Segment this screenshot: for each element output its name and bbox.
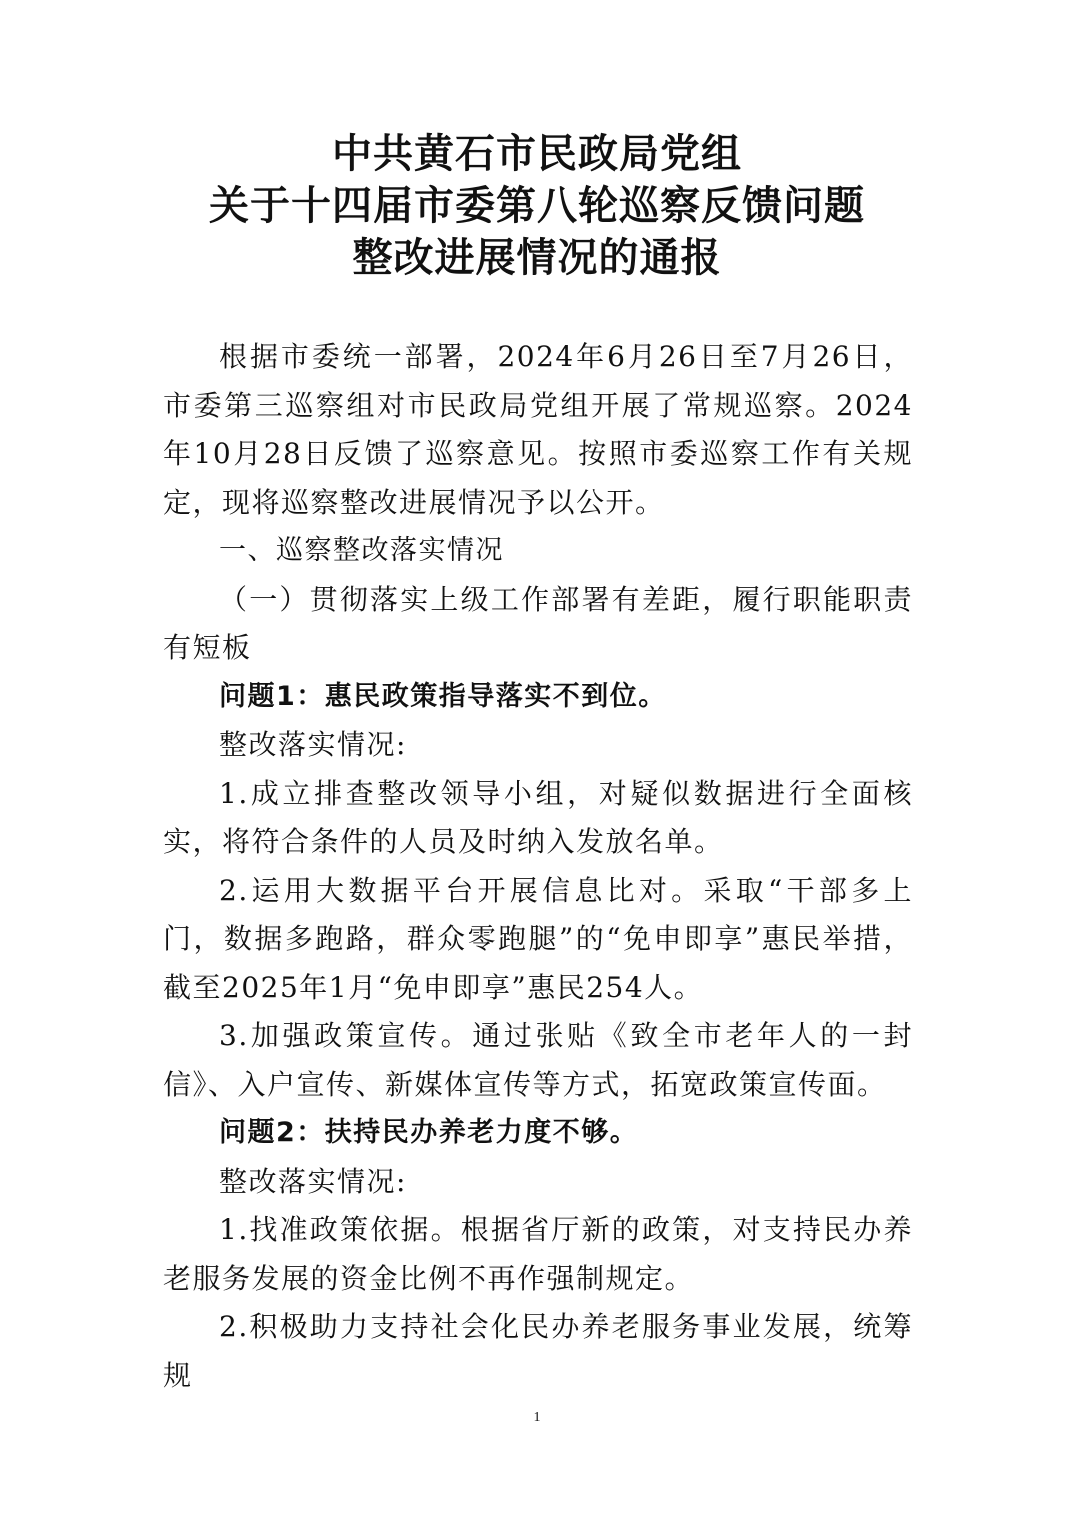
title-line-1: 中共黄石市民政局党组: [332, 131, 742, 177]
subsection-heading: （一）贯彻落实上级工作部署有差距，履行职能职责有短板: [163, 582, 913, 664]
page-number: 1: [533, 1410, 541, 1425]
title-line-3: 整改进展情况的通报: [352, 235, 722, 281]
document-body: [163, 333, 913, 1400]
problem-2-item: 2.积极助力支持社会化民办养老服务事业发展，统筹规: [163, 1310, 913, 1392]
problem-2-heading: 问题2：扶持民办养老力度不够。: [219, 1117, 639, 1148]
problem-1-heading: 问题1：惠民政策指导落实不到位。: [219, 680, 667, 712]
problem-1-item: 3.加强政策宣传。通过张贴《致全市老年人的一封信》、入户宣传、新媒体宣传等方式，拓宽政策宣传面。: [163, 1019, 913, 1101]
document-title: [0, 128, 1074, 284]
problem-1-item: 1.成立排查整改领导小组，对疑似数据进行全面核实，将符合条件的人员及时纳入发放名单。: [163, 776, 913, 858]
title-line-2: 关于十四届市委第八轮巡察反馈问题: [209, 183, 865, 229]
problem-2-item: 1.找准政策依据。根据省厅新的政策，对支持民办养老服务发展的资金比例不再作强制规定。: [163, 1213, 913, 1295]
problem-1-label: 整改落实情况:: [219, 728, 407, 761]
problem-1-item: 2.运用大数据平台开展信息比对。采取“干部多上门，数据多跑路，群众零跑腿”的“免申即享”惠民举措，截至2025年1月“免申即享”惠民254人。: [163, 873, 913, 1004]
problem-2-label: 整改落实情况:: [219, 1164, 407, 1198]
intro-paragraph: 根据市委统一部署，2024年6月26日至7月26日，市委第三巡察组对市民政局党组开展了常规巡察。2024年10月28日反馈了巡察意见。按照市委巡察工作有关规定，现将巡察整改进展情况予以公开。: [163, 340, 913, 519]
section-heading: 一、巡察整改落实情况: [219, 535, 504, 566]
